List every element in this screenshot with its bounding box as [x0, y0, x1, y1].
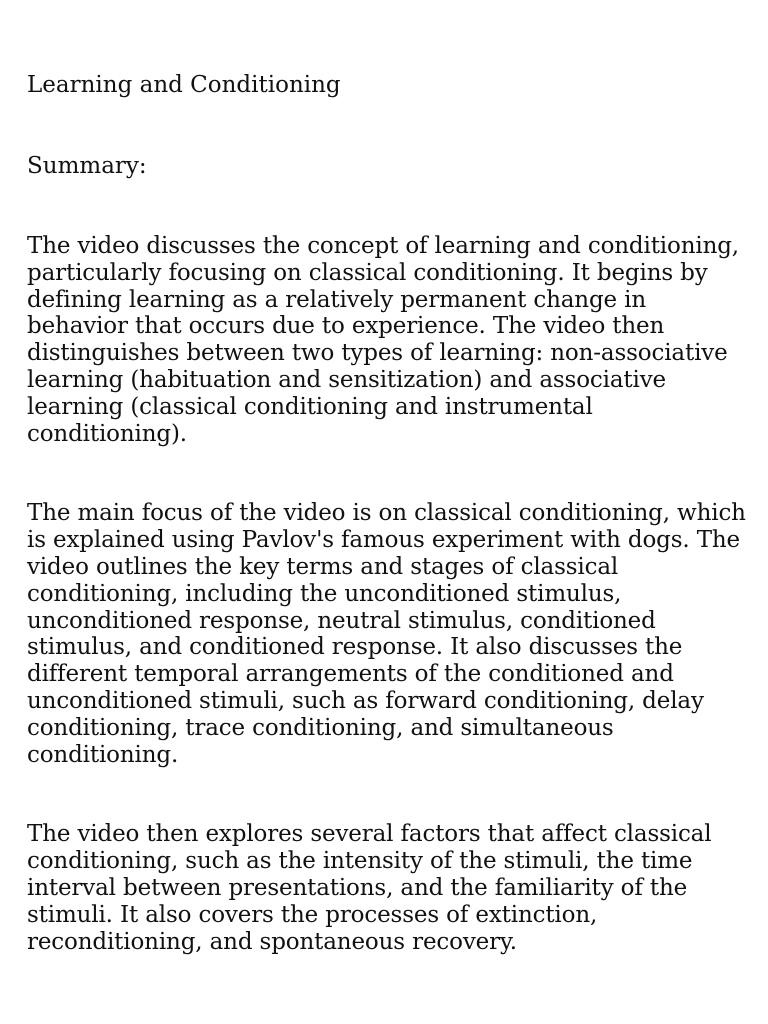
- document-page: [27, 70, 747, 955]
- summary-label: Summary:: [27, 153, 147, 179]
- summary-paragraph-1: The video discusses the concept of learning and conditioning, particularly focusing on classical conditioning. It begins by defining learning as a relatively permanent change in behavior that occurs due to experience. The video then distinguishes between two types of learning: non-associative learning (habituation and sensitization) and associative learning (classical conditioning and instrumental conditioning).: [27, 233, 739, 447]
- summary-paragraph-2: The main focus of the video is on classical conditioning, which is explained using Pavlov's famous experiment with dogs. The video outlines the key terms and stages of classical conditioning, including the unconditioned stimulus, unconditioned response, neutral stimulus, conditioned stimulus, and conditioned response. It also discusses the different temporal arrangements of the conditioned and unconditioned stimuli, such as forward conditioning, delay conditioning, trace conditioning, and simultaneous conditioning.: [27, 500, 746, 768]
- summary-paragraph-3: The video then explores several factors that affect classical conditioning, such as the intensity of the stimuli, the time interval between presentations, and the familiarity of the stimuli. It also covers the processes of extinction, reconditioning, and spontaneous recovery.: [27, 821, 712, 955]
- document-title: Learning and Conditioning: [27, 72, 341, 98]
